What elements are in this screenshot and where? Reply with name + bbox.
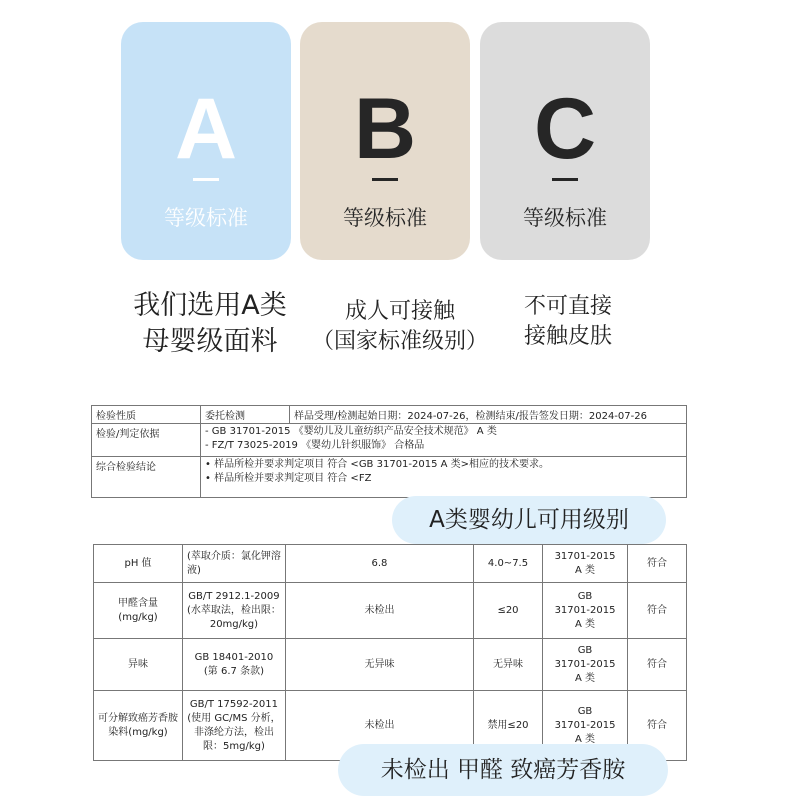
test-result: 未检出 — [285, 583, 473, 639]
test-results-table — [93, 544, 687, 761]
grade-a-description — [110, 288, 310, 360]
standard-line: GB — [577, 590, 593, 602]
test-verdict: 符合 — [628, 545, 687, 583]
table-row — [94, 583, 687, 639]
method-line: (水萃取法，检出限： — [187, 604, 281, 616]
description-line: （国家标准级别） — [311, 329, 488, 354]
inspection-dates: 样品受理/检测起始日期：2024-07-26，检测结束/报告签发日期：2024-07-26 — [290, 406, 687, 424]
method-line: GB 18401-2010 — [194, 651, 274, 663]
method-line: (萃取介质：氯化钾溶 — [187, 550, 281, 562]
standard-line: GB — [577, 705, 593, 717]
test-limit: 4.0~7.5 — [474, 545, 543, 583]
method-line: 液) — [187, 564, 201, 576]
grade-label: 等级标准 — [164, 206, 248, 230]
test-standard — [543, 639, 628, 691]
description-line: 接触皮肤 — [523, 324, 612, 349]
grade-letter: B — [353, 81, 417, 177]
description-line: 不可直接 — [523, 294, 612, 319]
method-line: 限：5mg/kg) — [203, 740, 265, 752]
grade-card-c — [480, 22, 650, 260]
standard-line: 31701-2015 — [554, 604, 616, 616]
standards-cell — [201, 424, 687, 457]
table-row — [94, 545, 687, 583]
grade-letter: A — [174, 81, 238, 177]
table-row — [92, 406, 687, 424]
grade-highlight-pill: A类婴幼儿可用级别 — [392, 496, 666, 544]
standard-line: - GB 31701-2015 《婴幼儿及儿童纺织产品安全技术规范》 A 类 — [205, 426, 497, 437]
table-row — [92, 424, 687, 457]
test-result: 6.8 — [285, 545, 473, 583]
test-item: pH 值 — [94, 545, 183, 583]
test-method — [183, 545, 286, 583]
description-line: 成人可接触 — [344, 299, 455, 324]
standard-line: 31701-2015 — [554, 658, 616, 670]
divider — [372, 178, 398, 181]
test-method — [183, 639, 286, 691]
not-detected-pill: 未检出 甲醛 致癌芳香胺 — [338, 744, 668, 796]
test-method — [183, 583, 286, 639]
method-line: 20mg/kg) — [209, 618, 259, 630]
grade-card-a — [121, 22, 291, 260]
grade-b-description — [300, 297, 500, 357]
divider — [193, 178, 219, 181]
description-line: 我们选用A类 — [133, 290, 287, 321]
standard-line: A 类 — [574, 564, 596, 576]
method-line: 非涤纶方法，检出 — [193, 726, 274, 738]
conclusion-cell — [201, 457, 687, 498]
standard-line: 31701-2015 — [554, 550, 616, 562]
test-verdict: 符合 — [628, 583, 687, 639]
standard-line: A 类 — [574, 733, 596, 745]
test-method — [183, 691, 286, 761]
grade-c-description — [478, 292, 658, 352]
method-line: GB/T 2912.1-2009 — [188, 590, 280, 602]
grade-card-b — [300, 22, 470, 260]
standard-line: - FZ/T 73025-2019 《婴幼儿针织服饰》 合格品 — [205, 440, 425, 451]
row-key: 检验/判定依据 — [92, 424, 201, 457]
test-verdict: 符合 — [628, 639, 687, 691]
test-item: 甲醛含量 (mg/kg) — [94, 583, 183, 639]
test-standard — [543, 545, 628, 583]
test-limit: ≤20 — [474, 583, 543, 639]
method-line: GB/T 17592-2011 — [189, 698, 279, 710]
grade-label: 等级标准 — [343, 206, 427, 230]
conclusion-line: • 样品所检并要求判定项目 符合 <GB 31701-2015 A 类>相应的技术要求。 — [205, 459, 550, 470]
standard-line: A 类 — [574, 672, 596, 684]
table-row — [92, 457, 687, 498]
divider — [552, 178, 578, 181]
test-limit: 无异味 — [474, 639, 543, 691]
standard-line: GB — [577, 644, 593, 656]
inspection-type: 委托检测 — [201, 406, 290, 424]
row-key: 检验性质 — [92, 406, 201, 424]
test-item: 异味 — [94, 639, 183, 691]
test-verdict: 符合 — [628, 691, 687, 761]
test-result: 未检出 — [285, 691, 473, 761]
test-report-summary — [91, 405, 687, 498]
standard-line: 31701-2015 — [554, 719, 616, 731]
table-row — [94, 639, 687, 691]
standard-line: A 类 — [574, 618, 596, 630]
method-line: (第 6.7 条款) — [203, 665, 264, 677]
row-key: 综合检验结论 — [92, 457, 201, 498]
test-standard — [543, 583, 628, 639]
test-result: 无异味 — [285, 639, 473, 691]
grade-label: 等级标准 — [523, 206, 607, 230]
test-item: 可分解致癌芳香胺染料(mg/kg) — [94, 691, 183, 761]
grade-letter: C — [533, 81, 597, 177]
description-line: 母婴级面料 — [142, 326, 278, 357]
conclusion-line: • 样品所检并要求判定项目 符合 <FZ — [205, 473, 372, 484]
method-line: (使用 GC/MS 分析， — [187, 712, 281, 724]
test-limit: 禁用≤20 — [474, 691, 543, 761]
